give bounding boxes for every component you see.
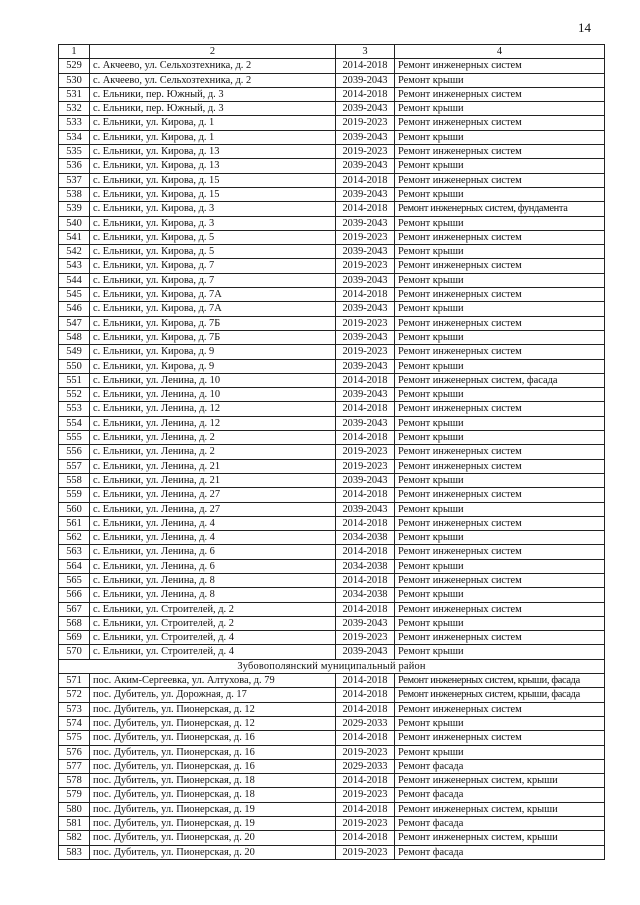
work-type-cell: Ремонт инженерных систем — [395, 259, 605, 273]
address-cell: с. Ельники, ул. Кирова, д. 3 — [90, 202, 336, 216]
table-row — [59, 102, 605, 116]
work-type-cell: Ремонт крыши — [395, 502, 605, 516]
period-cell: 2019-2023 — [336, 116, 395, 130]
row-number: 561 — [59, 516, 90, 530]
work-type-cell: Ремонт инженерных систем — [395, 631, 605, 645]
period-cell: 2039-2043 — [336, 416, 395, 430]
row-number: 531 — [59, 87, 90, 101]
row-number: 539 — [59, 202, 90, 216]
period-cell: 2019-2023 — [336, 459, 395, 473]
work-type-cell: Ремонт инженерных систем, фасада — [395, 373, 605, 387]
row-number: 580 — [59, 802, 90, 816]
work-type-cell: Ремонт крыши — [395, 745, 605, 759]
address-cell: с. Ельники, ул. Кирова, д. 13 — [90, 159, 336, 173]
work-type-cell: Ремонт инженерных систем — [395, 702, 605, 716]
address-cell: с. Ельники, ул. Кирова, д. 7Б — [90, 316, 336, 330]
row-number: 548 — [59, 330, 90, 344]
period-cell: 2014-2018 — [336, 288, 395, 302]
period-cell: 2019-2023 — [336, 445, 395, 459]
table-row — [59, 173, 605, 187]
row-number: 572 — [59, 688, 90, 702]
address-cell: с. Ельники, ул. Строителей, д. 2 — [90, 616, 336, 630]
period-cell: 2039-2043 — [336, 330, 395, 344]
table-row — [59, 774, 605, 788]
work-type-cell: Ремонт инженерных систем, крыши — [395, 831, 605, 845]
row-number: 541 — [59, 230, 90, 244]
address-cell: пос. Дубитель, ул. Пионерская, д. 19 — [90, 802, 336, 816]
table-row — [59, 731, 605, 745]
period-cell: 2014-2018 — [336, 674, 395, 688]
address-cell: с. Ельники, ул. Кирова, д. 15 — [90, 173, 336, 187]
address-cell: с. Ельники, пер. Южный, д. 3 — [90, 87, 336, 101]
table-row — [59, 316, 605, 330]
table-row — [59, 345, 605, 359]
row-number: 536 — [59, 159, 90, 173]
address-cell: с. Ельники, ул. Кирова, д. 7А — [90, 302, 336, 316]
work-type-cell: Ремонт крыши — [395, 330, 605, 344]
repair-schedule-table — [58, 44, 605, 860]
table-row — [59, 130, 605, 144]
period-cell: 2029-2033 — [336, 759, 395, 773]
table-row — [59, 259, 605, 273]
row-number: 562 — [59, 531, 90, 545]
work-type-cell: Ремонт инженерных систем — [395, 573, 605, 587]
table-row — [59, 416, 605, 430]
address-cell: с. Ельники, ул. Кирова, д. 15 — [90, 187, 336, 201]
work-type-cell: Ремонт крыши — [395, 273, 605, 287]
table-row — [59, 388, 605, 402]
row-number: 564 — [59, 559, 90, 573]
address-cell: с. Ельники, пер. Южный, д. 3 — [90, 102, 336, 116]
address-cell: с. Ельники, ул. Кирова, д. 1 — [90, 130, 336, 144]
table-body-group-b — [59, 674, 605, 860]
period-cell: 2014-2018 — [336, 402, 395, 416]
address-cell: с. Ельники, ул. Кирова, д. 7А — [90, 288, 336, 302]
row-number: 545 — [59, 288, 90, 302]
address-cell: с. Ельники, ул. Ленина, д. 8 — [90, 573, 336, 587]
address-cell: пос. Дубитель, ул. Пионерская, д. 16 — [90, 731, 336, 745]
table-row — [59, 588, 605, 602]
period-cell: 2014-2018 — [336, 488, 395, 502]
work-type-cell: Ремонт крыши — [395, 431, 605, 445]
row-number: 563 — [59, 545, 90, 559]
address-cell: пос. Дубитель, ул. Дорожная, д. 17 — [90, 688, 336, 702]
row-number: 566 — [59, 588, 90, 602]
address-cell: с. Акчеево, ул. Сельхозтехника, д. 2 — [90, 59, 336, 73]
address-cell: пос. Дубитель, ул. Пионерская, д. 12 — [90, 702, 336, 716]
row-number: 560 — [59, 502, 90, 516]
table-row — [59, 602, 605, 616]
work-type-cell: Ремонт крыши — [395, 187, 605, 201]
work-type-cell: Ремонт инженерных систем, крыши, фасада — [395, 674, 605, 688]
period-cell: 2039-2043 — [336, 616, 395, 630]
period-cell: 2039-2043 — [336, 102, 395, 116]
period-cell: 2039-2043 — [336, 359, 395, 373]
period-cell: 2039-2043 — [336, 302, 395, 316]
work-type-cell: Ремонт крыши — [395, 416, 605, 430]
period-cell: 2019-2023 — [336, 230, 395, 244]
table-row — [59, 573, 605, 587]
table-row — [59, 359, 605, 373]
address-cell: пос. Дубитель, ул. Пионерская, д. 19 — [90, 817, 336, 831]
work-type-cell: Ремонт фасада — [395, 845, 605, 859]
row-number: 577 — [59, 759, 90, 773]
table-row — [59, 802, 605, 816]
table-row — [59, 745, 605, 759]
period-cell: 2039-2043 — [336, 273, 395, 287]
table-row — [59, 645, 605, 659]
work-type-cell: Ремонт крыши — [395, 716, 605, 730]
row-number: 579 — [59, 788, 90, 802]
row-number: 543 — [59, 259, 90, 273]
table-row — [59, 716, 605, 730]
row-number: 534 — [59, 130, 90, 144]
period-cell: 2029-2033 — [336, 716, 395, 730]
section-title: Зубовополянский муниципальный район — [59, 659, 605, 673]
row-number: 542 — [59, 245, 90, 259]
address-cell: с. Ельники, ул. Строителей, д. 4 — [90, 645, 336, 659]
work-type-cell: Ремонт инженерных систем — [395, 230, 605, 244]
period-cell: 2039-2043 — [336, 645, 395, 659]
address-cell: пос. Дубитель, ул. Пионерская, д. 12 — [90, 716, 336, 730]
period-cell: 2014-2018 — [336, 774, 395, 788]
period-cell: 2014-2018 — [336, 688, 395, 702]
address-cell: с. Ельники, ул. Ленина, д. 2 — [90, 431, 336, 445]
table-row — [59, 373, 605, 387]
address-cell: с. Ельники, ул. Ленина, д. 2 — [90, 445, 336, 459]
row-number: 551 — [59, 373, 90, 387]
address-cell: с. Ельники, ул. Ленина, д. 4 — [90, 531, 336, 545]
address-cell: с. Ельники, ул. Ленина, д. 4 — [90, 516, 336, 530]
period-cell: 2039-2043 — [336, 187, 395, 201]
row-number: 533 — [59, 116, 90, 130]
period-cell: 2019-2023 — [336, 817, 395, 831]
row-number: 557 — [59, 459, 90, 473]
period-cell: 2019-2023 — [336, 316, 395, 330]
period-cell: 2019-2023 — [336, 145, 395, 159]
table-body-group-a — [59, 59, 605, 659]
row-number: 565 — [59, 573, 90, 587]
address-cell: пос. Дубитель, ул. Пионерская, д. 16 — [90, 745, 336, 759]
period-cell: 2039-2043 — [336, 502, 395, 516]
work-type-cell: Ремонт крыши — [395, 645, 605, 659]
row-number: 571 — [59, 674, 90, 688]
row-number: 581 — [59, 817, 90, 831]
period-cell: 2014-2018 — [336, 202, 395, 216]
table-row — [59, 445, 605, 459]
work-type-cell: Ремонт инженерных систем — [395, 173, 605, 187]
address-cell: с. Ельники, ул. Ленина, д. 21 — [90, 459, 336, 473]
period-cell: 2039-2043 — [336, 388, 395, 402]
table-row — [59, 616, 605, 630]
work-type-cell: Ремонт крыши — [395, 588, 605, 602]
table-section — [59, 659, 605, 673]
period-cell: 2014-2018 — [336, 802, 395, 816]
work-type-cell: Ремонт инженерных систем — [395, 545, 605, 559]
address-cell: с. Ельники, ул. Кирова, д. 7 — [90, 273, 336, 287]
row-number: 582 — [59, 831, 90, 845]
address-cell: пос. Дубитель, ул. Пионерская, д. 16 — [90, 759, 336, 773]
address-cell: с. Акчеево, ул. Сельхозтехника, д. 2 — [90, 73, 336, 87]
work-type-cell: Ремонт инженерных систем — [395, 288, 605, 302]
address-cell: пос. Аким-Сергеевка, ул. Алтухова, д. 79 — [90, 674, 336, 688]
row-number: 553 — [59, 402, 90, 416]
work-type-cell: Ремонт инженерных систем — [395, 402, 605, 416]
address-cell: с. Ельники, ул. Кирова, д. 3 — [90, 216, 336, 230]
address-cell: с. Ельники, ул. Строителей, д. 4 — [90, 631, 336, 645]
table-row — [59, 73, 605, 87]
work-type-cell: Ремонт инженерных систем — [395, 488, 605, 502]
work-type-cell: Ремонт инженерных систем — [395, 445, 605, 459]
work-type-cell: Ремонт фасада — [395, 759, 605, 773]
row-number: 578 — [59, 774, 90, 788]
address-cell: с. Ельники, ул. Строителей, д. 2 — [90, 602, 336, 616]
period-cell: 2019-2023 — [336, 259, 395, 273]
period-cell: 2014-2018 — [336, 516, 395, 530]
work-type-cell: Ремонт инженерных систем, крыши — [395, 802, 605, 816]
address-cell: с. Ельники, ул. Кирова, д. 9 — [90, 359, 336, 373]
address-cell: с. Ельники, ул. Кирова, д. 5 — [90, 245, 336, 259]
period-cell: 2019-2023 — [336, 788, 395, 802]
header-col-2: 2 — [90, 45, 336, 59]
period-cell: 2019-2023 — [336, 345, 395, 359]
address-cell: с. Ельники, ул. Ленина, д. 21 — [90, 473, 336, 487]
table-row — [59, 759, 605, 773]
header-col-4: 4 — [395, 45, 605, 59]
work-type-cell: Ремонт инженерных систем, фундамента — [395, 202, 605, 216]
row-number: 530 — [59, 73, 90, 87]
period-cell: 2014-2018 — [336, 173, 395, 187]
row-number: 532 — [59, 102, 90, 116]
table-row — [59, 59, 605, 73]
work-type-cell: Ремонт инженерных систем — [395, 316, 605, 330]
work-type-cell: Ремонт крыши — [395, 102, 605, 116]
period-cell: 2039-2043 — [336, 216, 395, 230]
row-number: 558 — [59, 473, 90, 487]
work-type-cell: Ремонт инженерных систем — [395, 345, 605, 359]
period-cell: 2014-2018 — [336, 431, 395, 445]
table-row — [59, 502, 605, 516]
row-number: 537 — [59, 173, 90, 187]
work-type-cell: Ремонт инженерных систем — [395, 602, 605, 616]
table-row — [59, 145, 605, 159]
period-cell: 2034-2038 — [336, 588, 395, 602]
address-cell: с. Ельники, ул. Кирова, д. 1 — [90, 116, 336, 130]
table-row — [59, 688, 605, 702]
address-cell: с. Ельники, ул. Кирова, д. 7 — [90, 259, 336, 273]
table-row — [59, 116, 605, 130]
work-type-cell: Ремонт инженерных систем — [395, 459, 605, 473]
row-number: 529 — [59, 59, 90, 73]
address-cell: с. Ельники, ул. Ленина, д. 12 — [90, 402, 336, 416]
address-cell: с. Ельники, ул. Кирова, д. 5 — [90, 230, 336, 244]
table-row — [59, 674, 605, 688]
row-number: 552 — [59, 388, 90, 402]
address-cell: с. Ельники, ул. Ленина, д. 27 — [90, 502, 336, 516]
work-type-cell: Ремонт крыши — [395, 73, 605, 87]
address-cell: пос. Дубитель, ул. Пионерская, д. 20 — [90, 831, 336, 845]
table-row — [59, 788, 605, 802]
table-row — [59, 845, 605, 859]
period-cell: 2014-2018 — [336, 702, 395, 716]
work-type-cell: Ремонт крыши — [395, 388, 605, 402]
row-number: 556 — [59, 445, 90, 459]
work-type-cell: Ремонт фасада — [395, 788, 605, 802]
period-cell: 2039-2043 — [336, 159, 395, 173]
row-number: 574 — [59, 716, 90, 730]
work-type-cell: Ремонт крыши — [395, 473, 605, 487]
table-row — [59, 288, 605, 302]
work-type-cell: Ремонт крыши — [395, 245, 605, 259]
address-cell: с. Ельники, ул. Кирова, д. 13 — [90, 145, 336, 159]
address-cell: с. Ельники, ул. Кирова, д. 9 — [90, 345, 336, 359]
table-row — [59, 402, 605, 416]
table-row — [59, 87, 605, 101]
table-row — [59, 702, 605, 716]
row-number: 546 — [59, 302, 90, 316]
address-cell: пос. Дубитель, ул. Пионерская, д. 18 — [90, 774, 336, 788]
work-type-cell: Ремонт инженерных систем, крыши — [395, 774, 605, 788]
table-row — [59, 488, 605, 502]
work-type-cell: Ремонт фасада — [395, 817, 605, 831]
table-row — [59, 631, 605, 645]
period-cell: 2039-2043 — [336, 130, 395, 144]
address-cell: с. Ельники, ул. Ленина, д. 6 — [90, 559, 336, 573]
work-type-cell: Ремонт крыши — [395, 531, 605, 545]
row-number: 554 — [59, 416, 90, 430]
row-number: 555 — [59, 431, 90, 445]
row-number: 576 — [59, 745, 90, 759]
row-number: 549 — [59, 345, 90, 359]
table-row — [59, 516, 605, 530]
row-number: 575 — [59, 731, 90, 745]
work-type-cell: Ремонт крыши — [395, 302, 605, 316]
address-cell: с. Ельники, ул. Ленина, д. 10 — [90, 388, 336, 402]
table-row — [59, 187, 605, 201]
period-cell: 2014-2018 — [336, 545, 395, 559]
address-cell: с. Ельники, ул. Ленина, д. 6 — [90, 545, 336, 559]
period-cell: 2014-2018 — [336, 59, 395, 73]
address-cell: пос. Дубитель, ул. Пионерская, д. 18 — [90, 788, 336, 802]
row-number: 568 — [59, 616, 90, 630]
row-number: 573 — [59, 702, 90, 716]
work-type-cell: Ремонт инженерных систем, крыши, фасада — [395, 688, 605, 702]
table-row — [59, 831, 605, 845]
work-type-cell: Ремонт инженерных систем — [395, 59, 605, 73]
row-number: 550 — [59, 359, 90, 373]
work-type-cell: Ремонт крыши — [395, 616, 605, 630]
work-type-cell: Ремонт крыши — [395, 159, 605, 173]
row-number: 535 — [59, 145, 90, 159]
work-type-cell: Ремонт крыши — [395, 216, 605, 230]
table-row — [59, 202, 605, 216]
work-type-cell: Ремонт крыши — [395, 359, 605, 373]
row-number: 538 — [59, 187, 90, 201]
page-number: 14 — [578, 20, 591, 35]
table-row — [59, 473, 605, 487]
period-cell: 2019-2023 — [336, 745, 395, 759]
period-cell: 2019-2023 — [336, 845, 395, 859]
table-row — [59, 545, 605, 559]
period-cell: 2039-2043 — [336, 473, 395, 487]
header-col-3: 3 — [336, 45, 395, 59]
row-number: 544 — [59, 273, 90, 287]
row-number: 583 — [59, 845, 90, 859]
table-row — [59, 273, 605, 287]
address-cell: с. Ельники, ул. Ленина, д. 10 — [90, 373, 336, 387]
row-number: 569 — [59, 631, 90, 645]
address-cell: с. Ельники, ул. Ленина, д. 12 — [90, 416, 336, 430]
work-type-cell: Ремонт инженерных систем — [395, 145, 605, 159]
work-type-cell: Ремонт инженерных систем — [395, 87, 605, 101]
address-cell: пос. Дубитель, ул. Пионерская, д. 20 — [90, 845, 336, 859]
work-type-cell: Ремонт инженерных систем — [395, 516, 605, 530]
address-cell: с. Ельники, ул. Ленина, д. 27 — [90, 488, 336, 502]
table-row — [59, 817, 605, 831]
table-row — [59, 330, 605, 344]
period-cell: 2014-2018 — [336, 602, 395, 616]
period-cell: 2014-2018 — [336, 373, 395, 387]
period-cell: 2019-2023 — [336, 631, 395, 645]
table-row — [59, 459, 605, 473]
work-type-cell: Ремонт крыши — [395, 130, 605, 144]
table-row — [59, 431, 605, 445]
work-type-cell: Ремонт инженерных систем — [395, 731, 605, 745]
period-cell: 2039-2043 — [336, 245, 395, 259]
work-type-cell: Ремонт инженерных систем — [395, 116, 605, 130]
table-row — [59, 230, 605, 244]
period-cell: 2034-2038 — [336, 559, 395, 573]
row-number: 540 — [59, 216, 90, 230]
table-row — [59, 216, 605, 230]
row-number: 547 — [59, 316, 90, 330]
period-cell: 2014-2018 — [336, 731, 395, 745]
work-type-cell: Ремонт крыши — [395, 559, 605, 573]
address-cell: с. Ельники, ул. Ленина, д. 8 — [90, 588, 336, 602]
table-header-row — [59, 45, 605, 59]
row-number: 567 — [59, 602, 90, 616]
table-row — [59, 302, 605, 316]
table-row — [59, 559, 605, 573]
table-row — [59, 245, 605, 259]
row-number: 559 — [59, 488, 90, 502]
row-number: 570 — [59, 645, 90, 659]
period-cell: 2014-2018 — [336, 831, 395, 845]
period-cell: 2014-2018 — [336, 573, 395, 587]
table-row — [59, 159, 605, 173]
header-col-1: 1 — [59, 45, 90, 59]
period-cell: 2034-2038 — [336, 531, 395, 545]
period-cell: 2014-2018 — [336, 87, 395, 101]
address-cell: с. Ельники, ул. Кирова, д. 7Б — [90, 330, 336, 344]
table-row — [59, 531, 605, 545]
section-row — [59, 659, 605, 673]
period-cell: 2039-2043 — [336, 73, 395, 87]
